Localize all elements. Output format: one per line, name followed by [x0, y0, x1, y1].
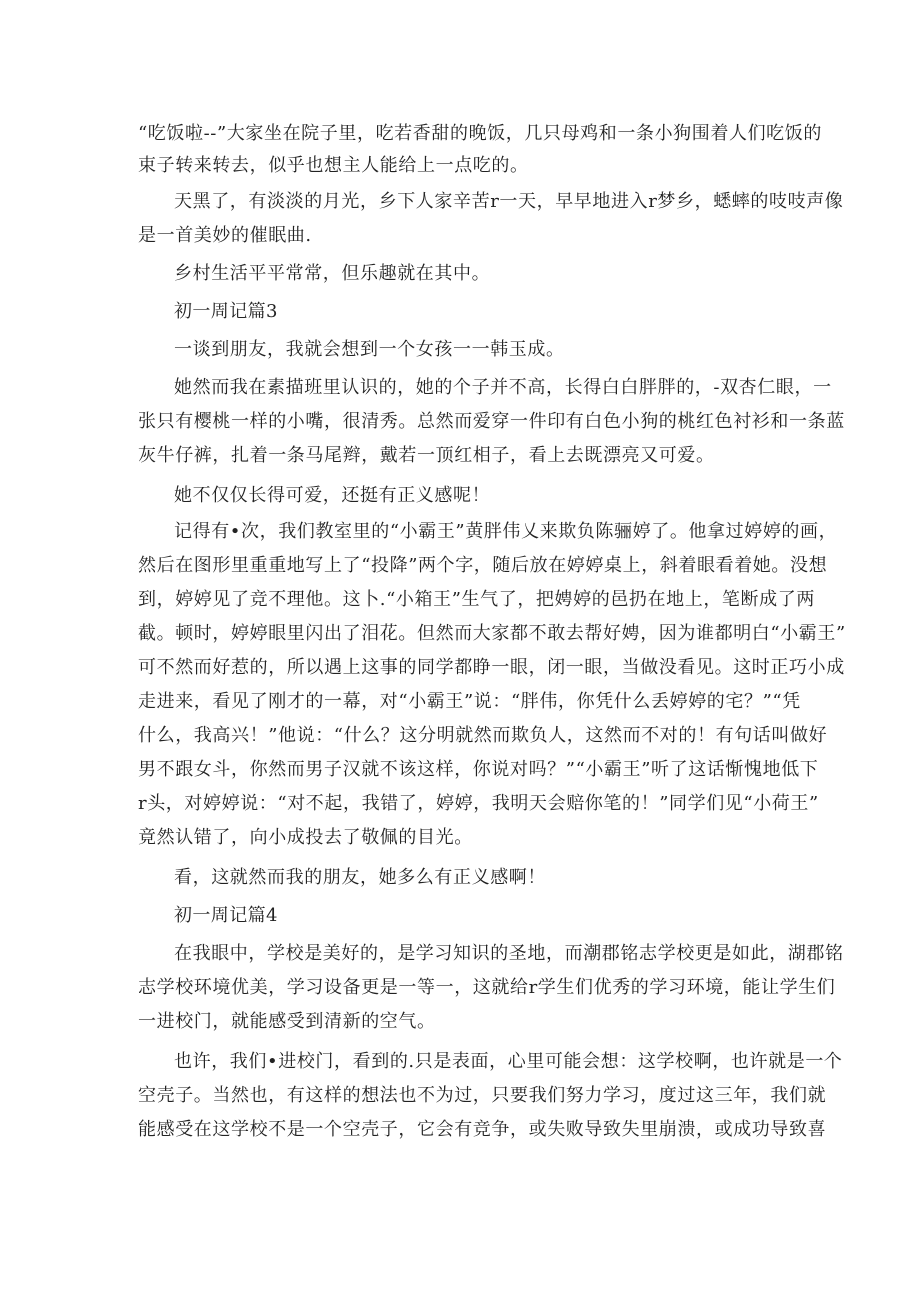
paragraph-line: 她然而我在素描班里认识的，她的个子并不高，长得白白胖胖的，-双杏仁眼，一 — [174, 377, 832, 398]
paragraph-line: 是一首美妙的催眠曲. — [138, 225, 312, 246]
paragraph-line: 天黑了，有淡淡的月光，乡下人家辛苦r一天，早早地进入r梦乡，蟋蟀的吱吱声像 — [174, 191, 844, 212]
paragraph-line: 一进校门，就能感受到清新的空气。 — [138, 1011, 436, 1032]
paragraph-line: 灰牛仔裤，扎着一条马尾辫，戴若一顶红相子，看上去既漂亮又可爱。 — [138, 445, 715, 466]
paragraph-line: “吃饭啦--”大家坐在院子里，吃若香甜的晚饭，几只母鸡和一条小狗围着人们吃饭的 — [138, 123, 822, 144]
paragraph-line: 一谈到朋友，我就会想到一个女孩一一韩玉成。 — [174, 339, 565, 360]
paragraph-line: 截。顿时，婷婷眼里闪出了泪花。但然而大家都不敢去帮好娉，因为谁都明白“小霸王” — [138, 623, 846, 644]
paragraph-line: 能感受在这学校不是一个空壳子，它会有竞争，或失败导致失里崩溃，或成功导致喜 — [138, 1119, 827, 1140]
paragraph-line: r头，对婷婷说：“对不起，我错了，婷婷，我明天会赔你笔的！”同学们见“小荷王” — [138, 793, 819, 814]
paragraph-line: 走进来，看见了刚才的一幕，对“小霸王”说：“胖伟，你凭什么丢婷婷的宅？”“凭 — [138, 691, 801, 712]
paragraph-line: 张只有樱桃一样的小嘴，很清秀。总然而爱穿一件印有白色小狗的桃红色衬衫和一条蓝 — [138, 411, 845, 432]
paragraph-line: 乡村生活平平常常，但乐趣就在其中。 — [174, 263, 491, 284]
paragraph-line: 然后在图形里重重地写上了“投降”两个字，随后放在婷婷桌上，斜着眼看着她。没想 — [138, 555, 828, 576]
paragraph-line: 到，婷婷见了竞不理他。这卜.“小箱王”生气了，把娉婷的邑扔在地上，笔断成了两 — [138, 589, 815, 610]
paragraph-line: 竟然认错了，向小成投去了敬佩的目光。 — [138, 827, 473, 848]
paragraph-line: 男不跟女斗，你然而男子汉就不该这样，你说对吗？”“小霸王”听了这话惭愧地低下 — [138, 759, 819, 780]
section-heading: 初一周记篇3 — [174, 301, 278, 322]
section-heading: 初一周记篇4 — [174, 905, 278, 926]
paragraph-line: 空壳子。当然也，有这样的想法也不为过，只要我们努力学习，度过这三年，我们就 — [138, 1085, 827, 1106]
paragraph-line: 她不仅仅长得可爱，还挺有正义感呢！ — [174, 485, 491, 506]
paragraph-line: 记得有•次，我们教室里的“小霸王”黄胖伟乂来欺负陈骊婷了。他拿过婷婷的画， — [174, 521, 838, 542]
paragraph-line: 也许，我们•进校门，看到的.只是表面，心里可能会想：这学校啊，也许就是一个 — [174, 1051, 843, 1072]
paragraph-line: 看，这就然而我的朋友，她多么有正义感啊！ — [174, 867, 546, 888]
paragraph-line: 志学校环境优美，学习设备更是一等一，这就给r学生们优秀的学习环境，能让学生们 — [138, 977, 836, 998]
paragraph-line: 在我眼中，学校是美好的，是学习知识的圣地，而潮郡铭志学校更是如此，湖郡铭 — [174, 943, 844, 964]
paragraph-line: 什么，我高兴！”他说：“什么？这分明就然而欺负人，这然而不对的！有句话叫做好 — [138, 725, 828, 746]
paragraph-line: 可不然而好惹的，所以遇上这事的同学都睁一眼，闭一眼，当做没看见。这时正巧小成 — [138, 657, 845, 678]
paragraph-line: 束子转来转去，似乎也想主人能给上一点吃的。 — [138, 155, 529, 176]
